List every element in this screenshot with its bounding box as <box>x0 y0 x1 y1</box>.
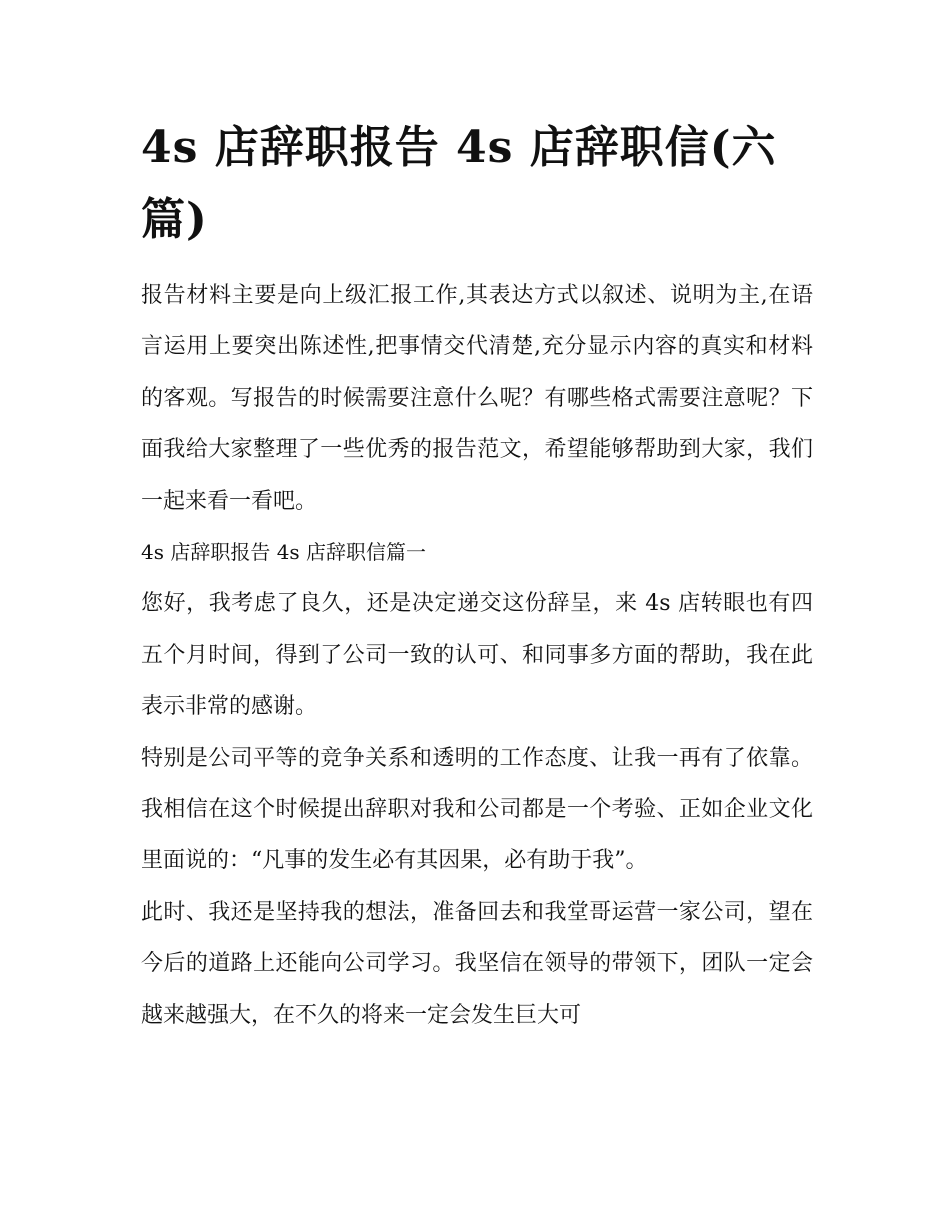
intro-paragraph: 报告材料主要是向上级汇报工作,其表达方式以叙述、说明为主,在语言运用上要突出陈述性,把事情交代清楚,充分显示内容的真实和材料的客观。写报告的时候需要注意什么呢？有哪些格式需要注意呢？下面我给大家整理了一些优秀的报告范文，希望能够帮助到大家，我们一起来看一看吧。 <box>141 283 813 514</box>
body-paragraph: 特别是公司平等的竞争关系和透明的工作态度、让我一再有了依靠。我相信在这个时候提出辞职对我和公司都是一个考验、正如企业文化里面说的：“凡事的发生必有其因果，必有助于我”。 <box>141 745 813 874</box>
document-title: 4s 店辞职报告 4s 店辞职信(六篇) <box>141 122 777 245</box>
section-heading: 4s 店辞职报告 4s 店辞职信篇一 <box>141 540 427 565</box>
document-page <box>141 112 813 1041</box>
body-paragraph: 此时、我还是坚持我的想法，准备回去和我堂哥运营一家公司，望在今后的道路上还能向公司学习。我坚信在领导的带领下，团队一定会越来越强大，在不久的将来一定会发生巨大可 <box>141 899 813 1028</box>
body-paragraph: 您好，我考虑了良久，还是决定递交这份辞呈，来 4s 店转眼也有四五个月时间，得到了公司一致的认可、和同事多方面的帮助，我在此表示非常的感谢。 <box>141 591 813 720</box>
document-body <box>141 270 813 1041</box>
